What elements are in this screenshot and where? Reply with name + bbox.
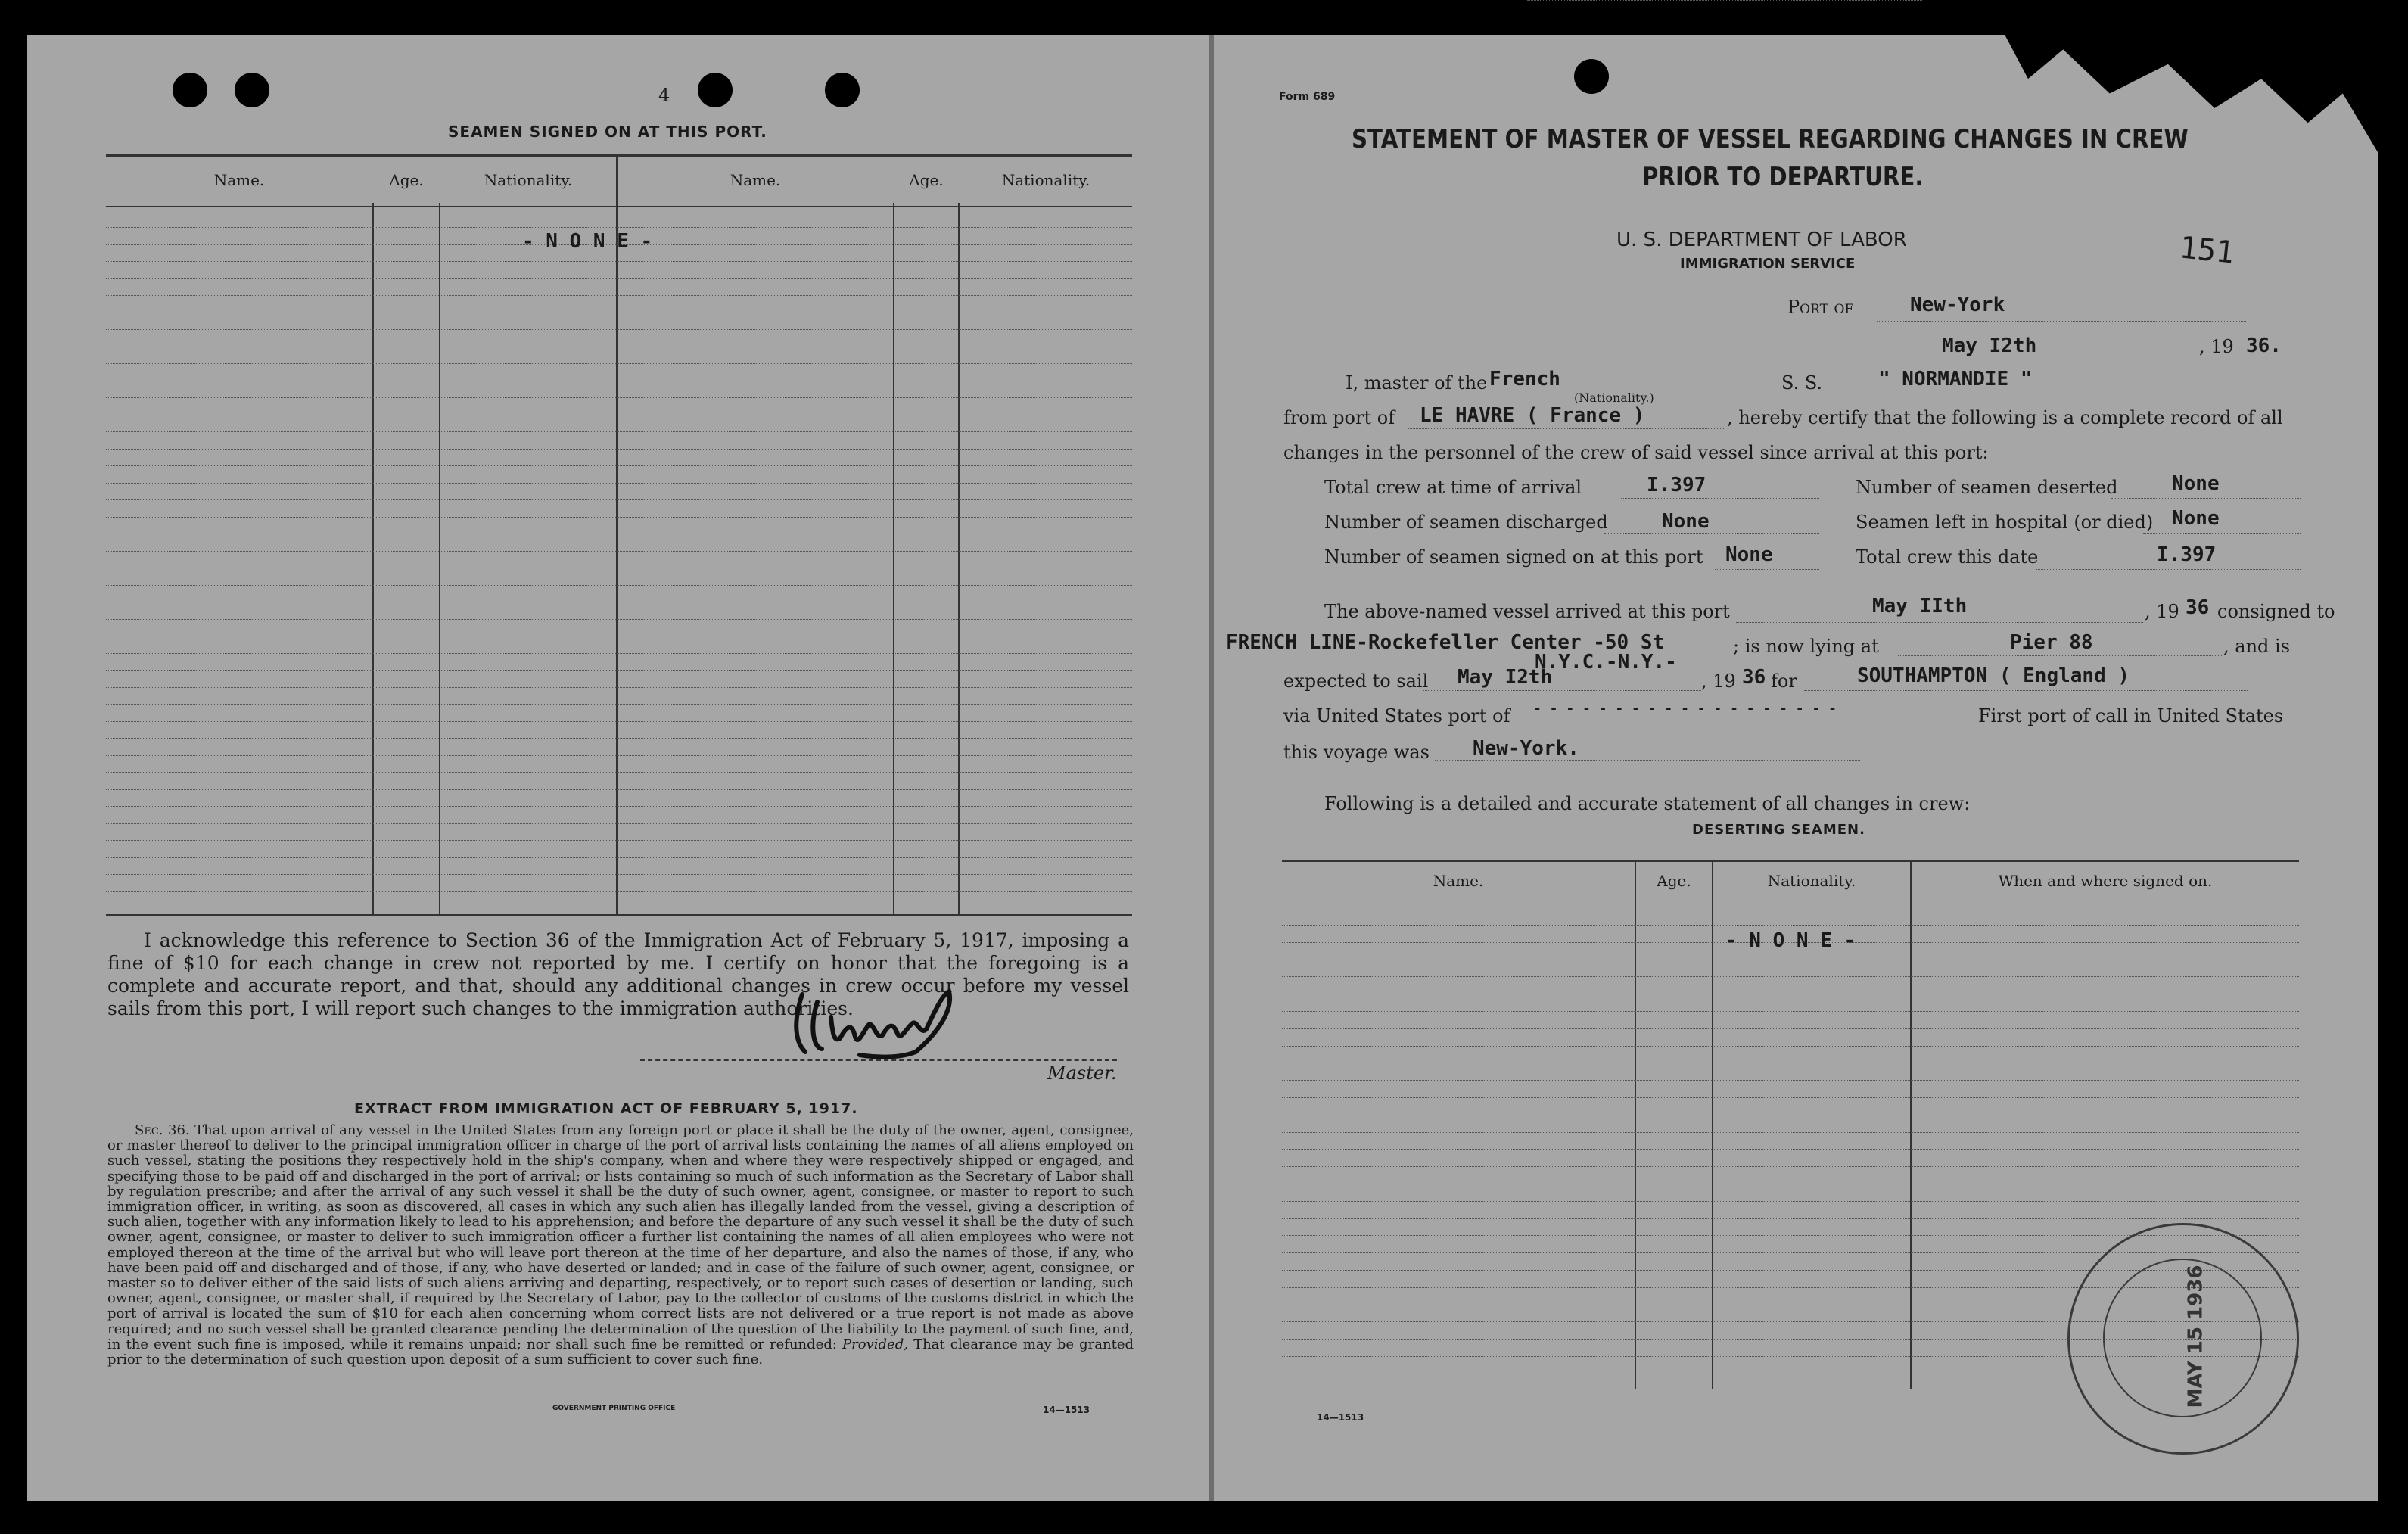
column-header-age: Age. [1657, 872, 1691, 890]
year-suffix: 36. [2246, 334, 2282, 357]
arrived-label: The above-named vessel arrived at this port [1324, 601, 1730, 622]
this-voyage-label: this voyage was [1283, 742, 1430, 763]
service-name: IMMIGRATION SERVICE [1680, 256, 1856, 272]
expected-label: expected to sail [1283, 671, 1429, 692]
deserting-title: DESERTING SEAMEN. [1692, 822, 1865, 838]
column-header-name: Name. [213, 171, 265, 189]
arrived-value: May IIth [1872, 595, 1968, 618]
table-row-rule [106, 670, 1132, 671]
table-row-rule [106, 363, 1132, 364]
none-entry: - N O N E - [522, 230, 653, 253]
column-header-age: Age. [389, 171, 424, 189]
table-row-rule [106, 738, 1132, 739]
table-row-rule [1282, 1218, 2299, 1219]
consigned-label: consigned to [2217, 601, 2335, 622]
table-row-rule [106, 551, 1132, 552]
table-row-rule [1282, 925, 2299, 926]
signed-on-value: None [1725, 543, 1773, 566]
punch-hole [825, 73, 860, 107]
total-arrival-label: Total crew at time of arrival [1324, 477, 1582, 498]
date-value: May I2th [1942, 334, 2037, 357]
table-row-rule [106, 857, 1132, 858]
pier: Pier 88 [2010, 631, 2093, 654]
table-row-rule [106, 772, 1132, 773]
following-text: Following is a detailed and accurate statement of all changes in crew: [1324, 793, 1971, 814]
city: N.Y.C.-N.Y.- [1535, 651, 1677, 674]
from-port-label: from port of [1283, 407, 1395, 428]
consignee: FRENCH LINE-Rockefeller Center -50 St [1226, 631, 1665, 654]
section-36-proviso-lead: Provided, [842, 1336, 908, 1352]
column-header-name: Name. [730, 171, 781, 189]
table-row-rule [106, 840, 1132, 841]
section-36-body: That upon arrival of any vessel in the United States from any foreign port or place it shall be the duty of the owner, agent, consignee, or master thereof to deliver to the principal immigration officer in charge of the port of arrival lists containing the names of all aliens employed on such vessel, stating the positions they respectively hold in the ship's company, when and where they were respectively shipped or engaged, and specifying those to be paid off and discharged in the port of arrival; or lists containing so much of such information as the Secretary of Labor shall by regulation prescribe; and after the arrival of any such vessel it shall be the duty of such owner, agent, consignee, or master to report to such immigration officer, in writing, as soon as discovered, all cases in which any such alien has illegally landed from the vessel, giving a description of such alien, together with any information likely to lead to his apprehension; and before the departure of any such vessel it shall be the duty of such owner, agent, consignee, or master to deliver to such immigration officer a further list containing the names of all alien employees who were not employed thereon at the time of the arrival but who will leave port thereon at the time of her departure, and also the names of those, if any, who have been paid off and discharged and of those, if any, who have deserted or landed; and in case of the failure of such owner, agent, consignee, or master so to deliver either of the said lists of such aliens arriving and departing, respectively, or to report such cases of desertion or landing, such owner, agent, consignee, or master shall, if required by the Secretary of Labor, pay to the collector of customs of the customs district in which the port of arrival is located the sum of $10 for each alien concerning whom correct lists are not delivered or a true report is not made as above required; and no such vessel shall be granted clearance pending the determination of the question of the liability to the payment of such fine, and, in the event such fine is imposed, while it remains unpaid; nor shall such fine be remitted or refunded: [107, 1122, 1134, 1352]
document-title: STATEMENT OF MASTER OF VESSEL REGARDING CHANGES IN CREW [1352, 124, 2189, 154]
deserted-label: Number of seamen deserted [1856, 477, 2118, 498]
first-call-value: New-York. [1473, 737, 1579, 760]
immigration-service-stamp [2067, 1223, 2299, 1455]
discharged-label: Number of seamen discharged [1324, 512, 1608, 533]
destination: SOUTHAMPTON ( England ) [1857, 664, 2130, 687]
and-is: , and is [2223, 636, 2291, 657]
table-row-rule [106, 483, 1132, 484]
none-entry: - N O N E - [1725, 929, 1856, 952]
form-number: Form 689 [1279, 91, 1336, 103]
sail-date: May I2th [1458, 666, 1553, 689]
total-date-label: Total crew this date [1856, 546, 2039, 568]
column-header-nationality: Nationality. [1001, 171, 1090, 189]
table-row-rule [106, 619, 1132, 620]
table-row-rule [1282, 1028, 2299, 1029]
punch-hole [173, 73, 207, 107]
deserted-value: None [2172, 472, 2220, 495]
port-value: New-York [1910, 294, 2005, 316]
left-form-code: 14—1513 [1043, 1405, 1090, 1415]
master-label: Master. [1047, 1063, 1117, 1084]
column-header-signed-on: When and where signed on. [1998, 872, 2213, 890]
table-row-rule [106, 431, 1132, 432]
table-row-rule [106, 295, 1132, 296]
master-of-label: I, master of the [1346, 372, 1488, 394]
department-name: U. S. DEPARTMENT OF LABOR [1616, 229, 1907, 251]
stamp-date: MAY 15 1936 [2184, 1265, 2207, 1408]
table-row-rule [106, 653, 1132, 654]
table-row-rule [106, 465, 1132, 466]
via-label: via United States port of [1283, 705, 1510, 727]
table-row-rule [106, 397, 1132, 398]
for-label: for [1771, 671, 1797, 692]
year-prefix: , 19 [2199, 336, 2234, 357]
table-row-rule [106, 789, 1132, 790]
ss-label: S. S. [1781, 372, 1823, 394]
right-form-code: 14—1513 [1317, 1412, 1364, 1423]
punch-hole [1574, 59, 1609, 94]
table-row-rule [1282, 1201, 2299, 1202]
total-arrival-value: I.397 [1647, 474, 1706, 496]
table-row-rule [1282, 1149, 2299, 1150]
nationality-value: French [1489, 368, 1560, 391]
table-row-rule [106, 449, 1132, 450]
changes-text: changes in the personnel of the crew of said vessel since arrival at this port: [1283, 442, 1989, 463]
table-row-rule [106, 874, 1132, 875]
column-header-nationality: Nationality. [484, 171, 573, 189]
punch-hole [698, 73, 733, 107]
table-row-rule [106, 891, 1132, 892]
page-number: 4 [658, 85, 670, 106]
total-date-value: I.397 [2157, 543, 2217, 566]
table-row-rule [106, 585, 1132, 586]
signed-on-label: Number of seamen signed on at this port [1324, 546, 1703, 568]
column-header-name: Name. [1433, 872, 1484, 890]
column-header-nationality: Nationality. [1767, 872, 1856, 890]
extract-title: EXTRACT FROM IMMIGRATION ACT OF FEBRUARY 5, 1917. [354, 1100, 858, 1117]
discharged-value: None [1662, 510, 1710, 533]
table-row-rule [106, 755, 1132, 756]
column-header-age: Age. [909, 171, 944, 189]
punch-hole [235, 73, 269, 107]
document-title-line2: PRIOR TO DEPARTURE. [1642, 162, 1924, 192]
arrived-year: 36 [2186, 596, 2210, 619]
table-row-rule [1282, 1132, 2299, 1133]
table-row-rule [106, 499, 1132, 500]
table-row-rule [106, 329, 1132, 330]
section-36-text [107, 1123, 1134, 1368]
page-fold [1209, 35, 1214, 1501]
printing-office: GOVERNMENT PRINTING OFFICE [552, 1405, 676, 1412]
acknowledgement-text: I acknowledge this reference to Section 36 of the Immigration Act of February 5, 1917, imposing a fine of $10 for each change in crew not reported by me. I certify on honor that the foregoing is a complete and accurate report, and that, should any additional changes in crew occur before my vessel sails from this port, I will report such changes to the immigration authorities. [107, 929, 1129, 1019]
table-row-rule [106, 806, 1132, 807]
sail-year: 36 [1742, 666, 1766, 689]
nationality-caption: (Nationality.) [1574, 391, 1654, 405]
certify-text: , hereby certify that the following is a complete record of all [1727, 407, 2283, 428]
master-signature-line [640, 1059, 1117, 1061]
table-row-rule [106, 823, 1132, 824]
lying-label: ; is now lying at [1733, 636, 1879, 657]
ship-name: " NORMANDIE " [1878, 368, 2033, 391]
handwritten-number: 151 [2177, 230, 2236, 271]
table-row-rule [106, 704, 1132, 705]
hospital-value: None [2172, 507, 2220, 530]
section-title: SEAMEN SIGNED ON AT THIS PORT. [448, 123, 767, 141]
table-row-rule [106, 517, 1132, 518]
table-row-rule [1282, 1011, 2299, 1012]
table-row-rule [106, 227, 1132, 228]
table-row-rule [1282, 1080, 2299, 1081]
table-row-rule [106, 278, 1132, 279]
first-call-label: First port of call in United States [1978, 705, 2284, 727]
table-row-rule [106, 261, 1132, 262]
table-row-rule [106, 687, 1132, 688]
master-signature [787, 979, 991, 1063]
via-value: - - - - - - - - - - - - - - - - - - - [1533, 701, 1837, 717]
table-row-rule [106, 721, 1132, 722]
table-row-rule [1282, 1046, 2299, 1047]
section-36-proviso: That clearance may be granted prior to the determination of such question upon deposit of a sum sufficient to cover such fine. [107, 1336, 1134, 1368]
section-36-lead: Sec. 36. [135, 1122, 190, 1138]
table-row-rule [1282, 1166, 2299, 1167]
hospital-label: Seamen left in hospital (or died) [1856, 512, 2154, 533]
sail-year-prefix: , 19 [1701, 671, 1736, 692]
port-label: Port of [1787, 297, 1854, 318]
from-port-value: LE HAVRE ( France ) [1420, 404, 1645, 427]
table-row-rule [1282, 1097, 2299, 1098]
table-row-rule [1282, 976, 2299, 977]
arrived-year-prefix: , 19 [2145, 601, 2179, 622]
